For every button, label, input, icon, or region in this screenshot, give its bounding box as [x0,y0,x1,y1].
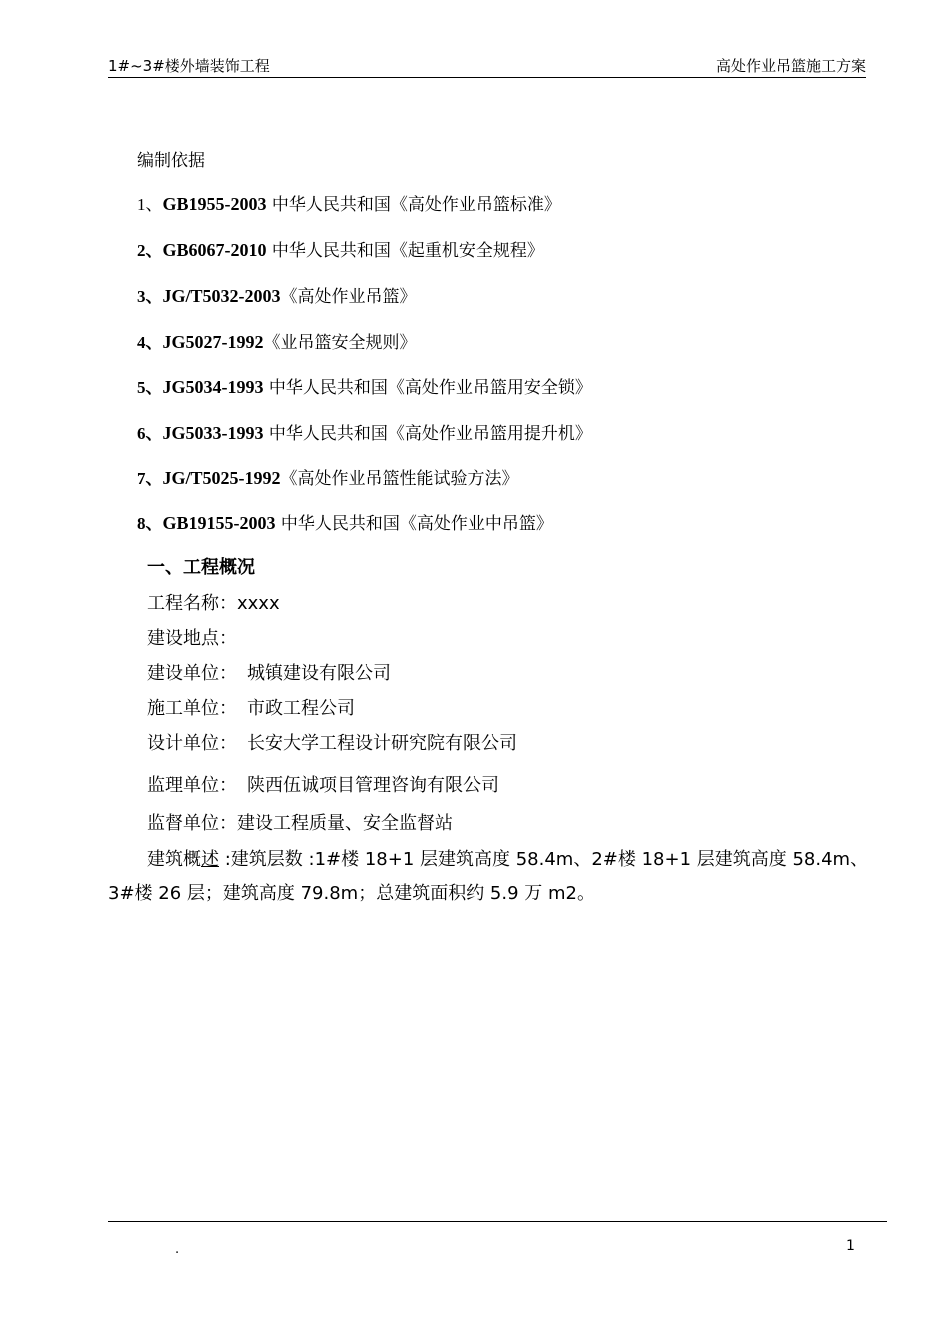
reference-text: 《业吊篮安全规则》 [263,333,417,353]
field-label: 监督单位： [147,813,237,834]
field-label: 建设单位： [147,663,237,684]
header-project-name: 1#~3#楼外墙装饰工程 [108,57,270,75]
reference-text: 《高处作业吊篮性能试验方法》 [280,469,519,489]
reference-item-6 [137,419,592,444]
field-value: 城镇建设有限公司 [247,663,391,684]
building-description-line-1 [147,845,868,871]
reference-code: GB1955-2003 [162,194,267,214]
description-label-underlined: 述 [201,849,219,870]
reference-number: 8、 [137,514,163,533]
basis-heading: 编制依据 [137,151,205,171]
section-heading-overview: 一、工程概况 [147,557,255,578]
reference-text: 中华人民共和国《高处作业吊篮用提升机》 [263,424,592,444]
reference-code: JG5034-1993 [162,377,264,397]
description-label: 建筑概 [147,849,201,870]
reference-number: 2、 [137,241,163,260]
footer-divider [108,1221,887,1222]
field-label: 监理单位： [147,775,237,796]
reference-number: 7、 [137,469,163,488]
reference-number: 1、 [137,195,163,214]
header-divider [108,77,866,78]
field-label: 施工单位： [147,698,237,719]
reference-item-4 [137,328,417,353]
reference-text: 中华人民共和国《起重机安全规程》 [266,241,544,261]
reference-code: JG5033-1993 [162,423,264,443]
description-text: :建筑层数 :1#楼 18+1 层建筑高度 58.4m、2#楼 18+1 层建筑高度 58.4m、 [219,849,869,870]
building-description-line-2: 3#楼 26 层；建筑高度 79.8m；总建筑面积约 5.9 万 m2。 [108,883,595,904]
reference-text: 中华人民共和国《高处作业中吊篮》 [275,514,553,534]
field-developer [147,659,391,685]
reference-text: 中华人民共和国《高处作业吊篮用安全锁》 [263,378,592,398]
field-supervisor [147,771,499,797]
field-label: 设计单位： [147,733,237,754]
reference-item-3 [137,282,417,307]
field-label: 建设地点： [147,628,237,649]
field-value: 陕西伍诚项目管理咨询有限公司 [247,775,499,796]
reference-number: 4、 [137,333,163,352]
field-value: xxxx [237,593,280,614]
field-value: 市政工程公司 [247,698,355,719]
footer-mark: . [175,1242,180,1257]
reference-text: 《高处作业吊篮》 [280,287,417,307]
reference-code: GB19155-2003 [162,513,276,533]
reference-item-2 [137,236,544,261]
reference-number: 5、 [137,378,163,397]
field-label: 工程名称： [147,593,237,614]
field-project-name [147,589,280,615]
field-designer [147,729,517,755]
reference-item-5 [137,373,592,398]
reference-item-1 [137,190,561,215]
field-oversight [147,809,453,835]
page-number: 1 [846,1238,855,1254]
reference-number: 3、 [137,287,163,306]
field-contractor [147,694,355,720]
reference-code: JG/T5025-1992 [162,468,281,488]
reference-code: JG/T5032-2003 [162,286,281,306]
reference-number: 6、 [137,424,163,443]
field-value: 长安大学工程设计研究院有限公司 [247,733,517,754]
reference-item-7 [137,464,519,489]
reference-code: JG5027-1992 [162,332,264,352]
field-construction-site [147,624,237,650]
reference-text: 中华人民共和国《高处作业吊篮标准》 [266,195,561,215]
reference-code: GB6067-2010 [162,240,267,260]
reference-item-8 [137,509,553,534]
field-value: 建设工程质量、安全监督站 [237,813,453,834]
header-document-title: 高处作业吊篮施工方案 [715,57,866,75]
